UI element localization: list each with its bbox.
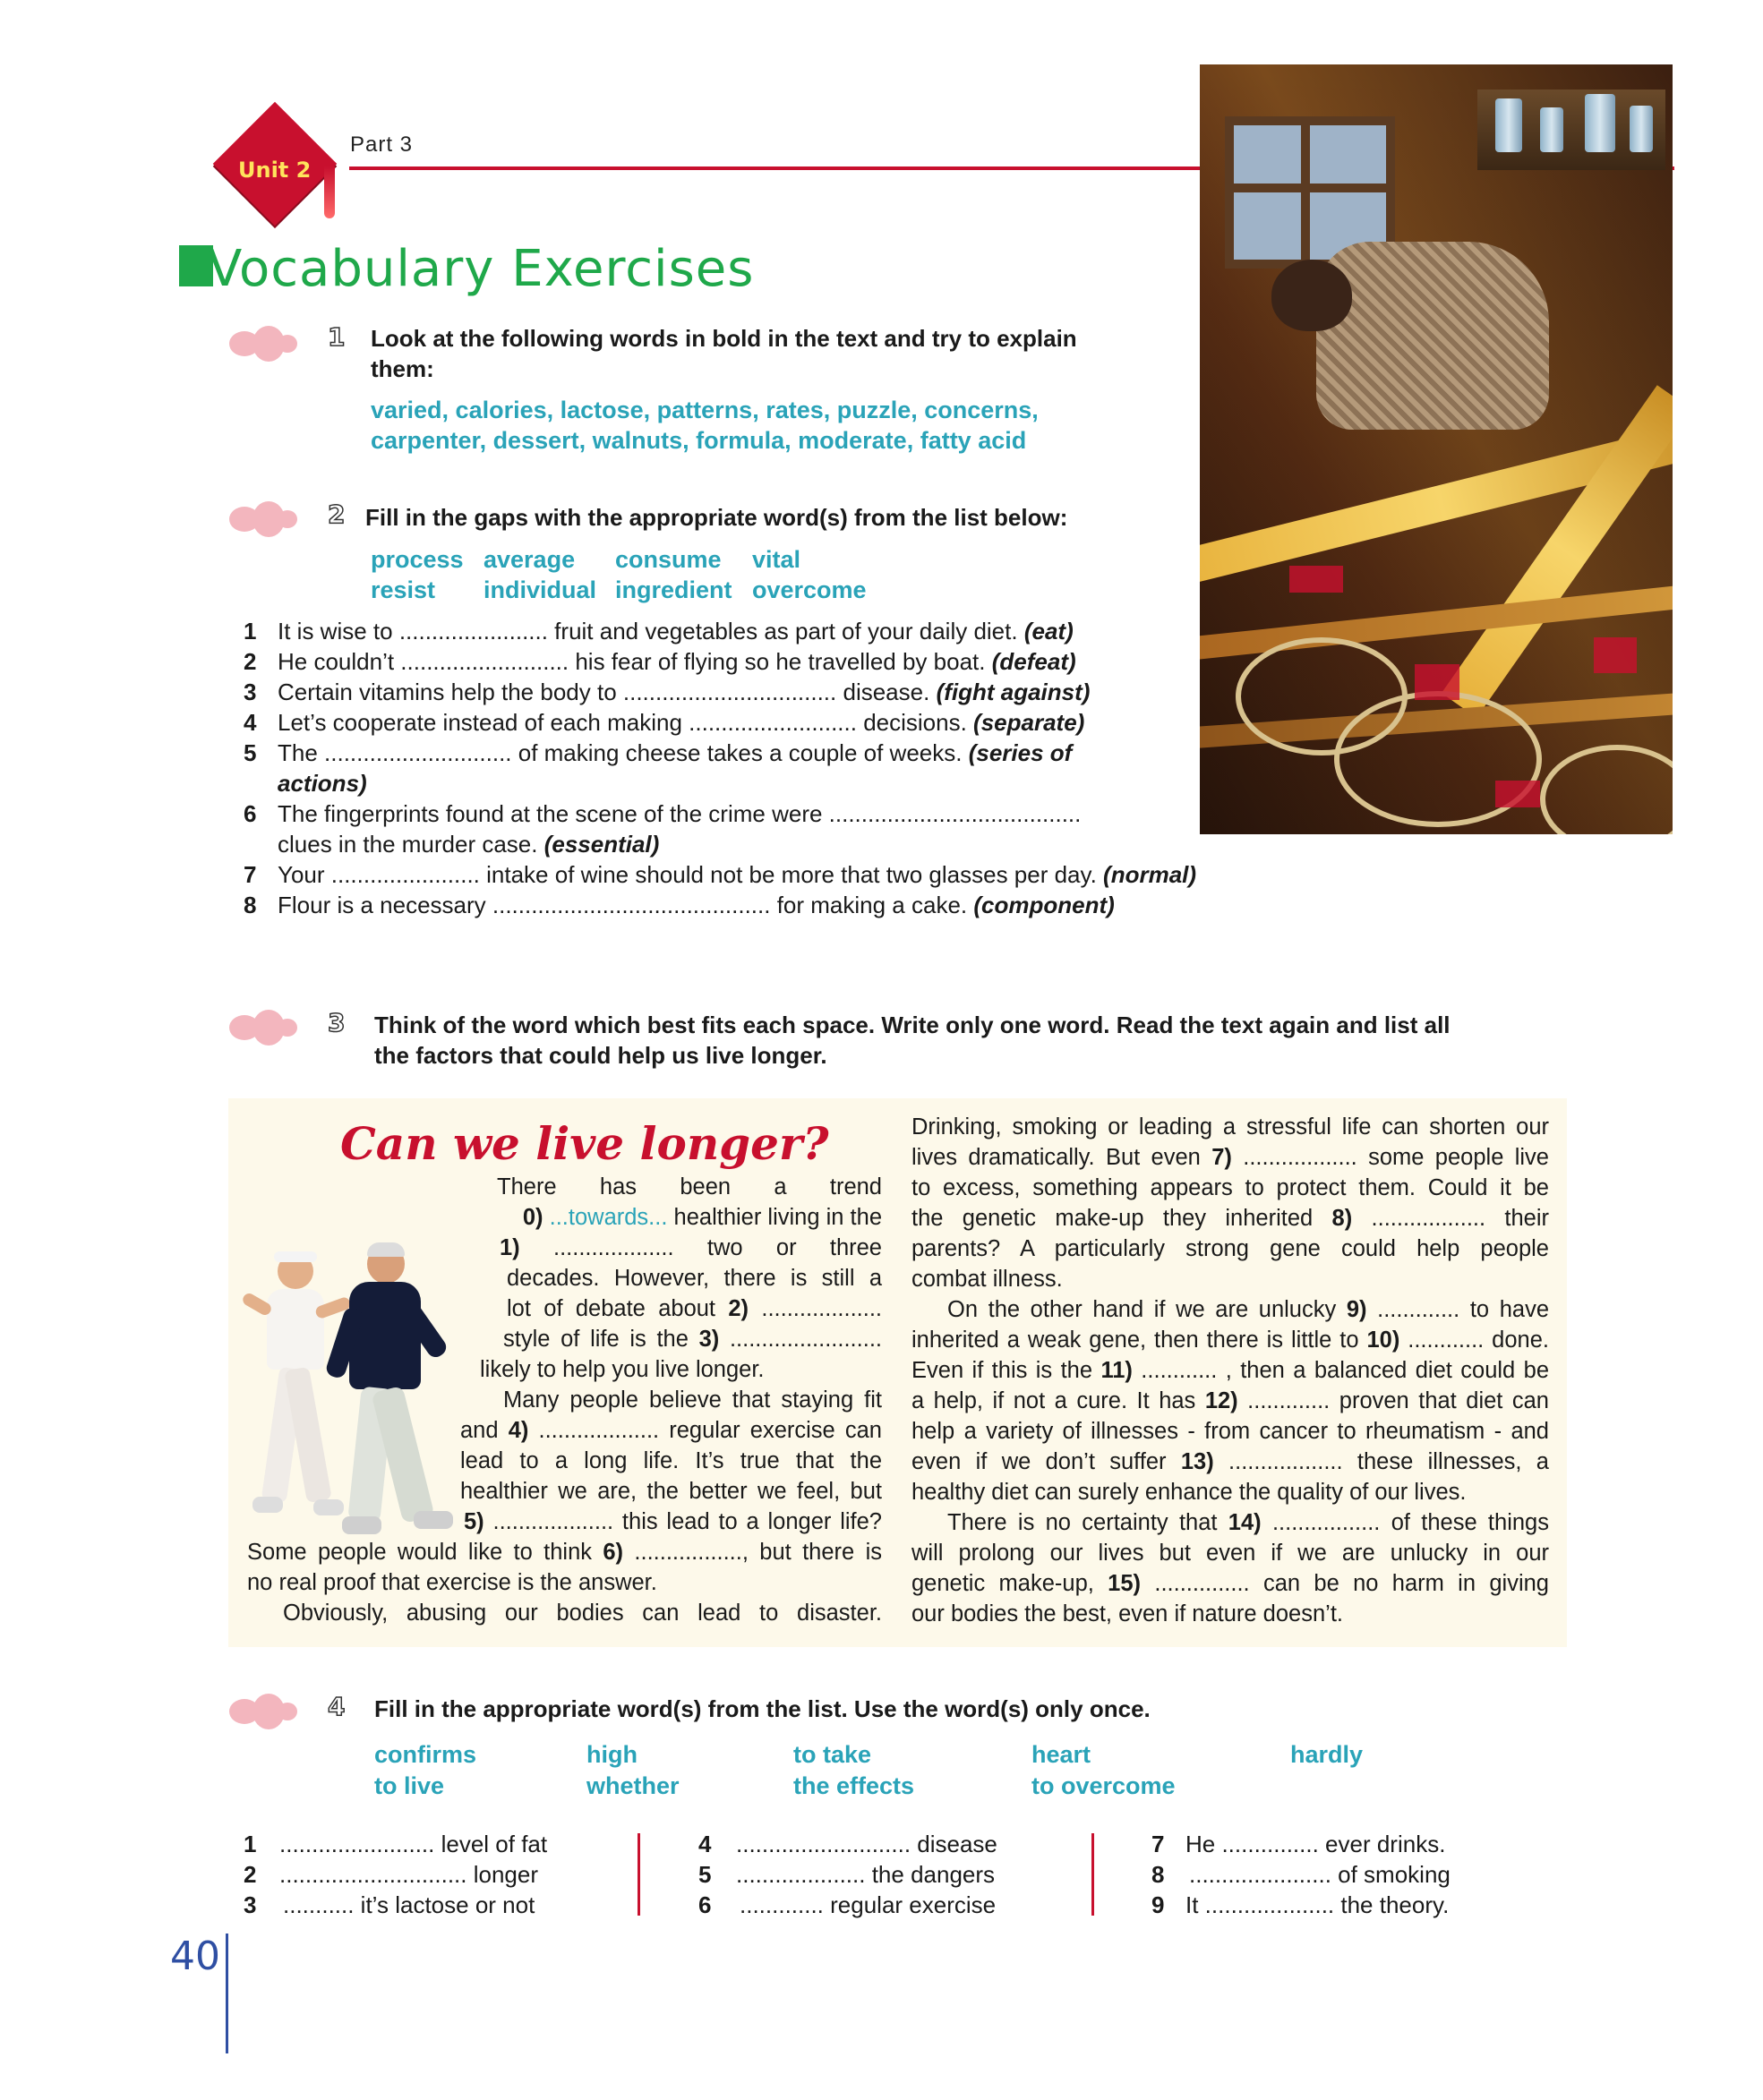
reading-right-line-7: On the other hand if we are unlucky 9) ............. to have	[947, 1297, 1549, 1322]
reading-right-line-5: parents? A particularly strong gene could help people	[911, 1236, 1549, 1261]
exercise-2-item-4: 4 Let’s cooperate instead of each making .......................... decisions. (separate)	[244, 709, 1085, 736]
reading-left-line-13: Some people would like to think 6) ................., but there is	[247, 1540, 882, 1565]
reading-right-line-10: a help, if not a cure. It has 12) ............. proven that diet can	[911, 1388, 1549, 1413]
exercise-4-instruction: Fill in the appropriate word(s) from the list. Use the word(s) only once.	[374, 1695, 1151, 1722]
exercise-4-item-5: 5 .................... the dangers	[698, 1861, 996, 1888]
reading-left-line-10: lead to a long life. It’s true that the	[460, 1448, 882, 1473]
reading-left-line-3: 1) ................... two or three	[500, 1235, 882, 1260]
exercise-2-item-3: 3 Certain vitamins help the body to ................................. disease. (fight against)	[244, 679, 1091, 705]
unit-label: Unit 2	[238, 158, 312, 183]
reading-right-line-9: Even if this is the 11) ............ , then a balanced diet could be	[911, 1358, 1550, 1383]
exercise-2-item-7: 7 Your ....................... intake of wine should not be more that two glasses per day. (normal)	[244, 861, 1197, 888]
exercise-1-word-list: varied, calories, lactose, patterns, rates, puzzle, concerns, carpenter, dessert, walnuts, formula, moderate, fatty acid	[371, 397, 1039, 454]
exercise-2-item-2: 2 He couldn’t .......................... his fear of flying so he travelled by boat. (defeat)	[244, 648, 1076, 675]
exercise-2-item-6-cont: clues in the murder case. (essential)	[278, 831, 660, 858]
runners-image	[235, 1244, 449, 1540]
reading-right-line-3: to excess, something appears to protect them. Could it be	[911, 1175, 1549, 1200]
reading-right-line-12: even if we don’t suffer 13) .................. these illnesses, a	[911, 1449, 1549, 1474]
page-number: 40	[170, 1934, 220, 1979]
exercise-3-number: 3	[328, 1008, 346, 1037]
word-to-overcome: to overcome	[1031, 1772, 1176, 1799]
part-label: Part 3	[350, 132, 414, 157]
exercise-4-number: 4	[328, 1692, 346, 1721]
reading-left-line-11: healthier we are, the better we feel, but	[460, 1479, 882, 1504]
worker-head	[1271, 260, 1352, 331]
exercise-2-instruction: Fill in the gaps with the appropriate word(s) from the list below:	[365, 504, 1068, 531]
word-the-effects: the effects	[793, 1772, 915, 1799]
reading-left-line-9: and 4) ................... regular exercise can	[460, 1418, 882, 1443]
worker	[1316, 242, 1549, 430]
exercise-3-bullet-icon	[229, 1010, 310, 1046]
exercise-2-bullet-icon	[229, 501, 310, 537]
exercise-4-item-6: 6 ............. regular exercise	[698, 1891, 997, 1918]
reading-right-line-15: will prolong our lives but even if we are unlucky in our	[911, 1541, 1549, 1566]
exercise-1-bullet-icon	[229, 326, 310, 362]
exercise-2-item-5-cont: actions)	[278, 770, 367, 797]
word-ingredient: ingredient	[615, 576, 732, 603]
word-overcome: overcome	[752, 576, 867, 603]
exercise-1-number: 1	[328, 322, 346, 352]
reading-right-line-4: the genetic make-up they inherited 8) .................. their	[911, 1206, 1549, 1231]
reading-left-line-4: decades. However, there is still a	[507, 1266, 882, 1291]
word-confirms: confirms	[374, 1741, 477, 1768]
reading-right-line-8: inherited a weak gene, then there is little to 10) ............ done.	[911, 1327, 1549, 1353]
word-high: high	[586, 1741, 638, 1768]
exercise-2-item-6: 6 The fingerprints found at the scene of the crime were .......................................	[244, 800, 1082, 827]
reading-right-line-1: Drinking, smoking or leading a stressful life can shorten our	[911, 1114, 1549, 1140]
word-to-take: to take	[793, 1741, 872, 1768]
word-to-live: to live	[374, 1772, 445, 1799]
word-process: process	[371, 546, 464, 573]
reading-right-line-13: healthy diet can surely enhance the quality of our lives.	[911, 1480, 1467, 1505]
reading-right-line-11: help a variety of illnesses - from cancer to rheumatism - and	[911, 1419, 1549, 1444]
exercise-4-item-3: 3 ........... it’s lactose or not	[244, 1891, 535, 1918]
reading-right-line-2: lives dramatically. But even 7) .................. some people live	[911, 1145, 1549, 1170]
word-whether: whether	[586, 1772, 680, 1799]
reading-left-line-8: Many people believe that staying fit	[503, 1387, 882, 1413]
exercise-4-item-8: 8 ...................... of smoking	[1151, 1861, 1451, 1888]
word-heart: heart	[1031, 1741, 1091, 1768]
reading-left-line-5: lot of debate about 2) ...................	[507, 1296, 882, 1321]
word-vital: vital	[752, 546, 801, 573]
reading-left-line-15: Obviously, abusing our bodies can lead to disaster.	[283, 1601, 882, 1626]
page-rule	[226, 1934, 228, 2053]
reading-left-line-2: 0) ...towards... healthier living in the	[522, 1205, 882, 1230]
reading-left-line-1: There has been a trend	[497, 1174, 882, 1199]
section-title: Vocabulary Exercises	[208, 240, 755, 298]
exercise-2-item-5: 5 The ............................. of making cheese takes a couple of weeks. (series of	[244, 739, 1073, 766]
exercise-1-instruction: Look at the following words in bold in the text and try to explain them:	[371, 325, 1077, 382]
reading-right-line-14: There is no certainty that 14) ................. of these things	[947, 1510, 1549, 1535]
word-average: average	[484, 546, 576, 573]
shelf	[1477, 90, 1665, 170]
exercise-2-item-1: 1 It is wise to ....................... fruit and vegetables as part of your daily diet. (eat)	[244, 618, 1074, 645]
reading-right-line-6: combat illness.	[911, 1267, 1063, 1292]
exercise-4-item-7: 7 He ............... ever drinks.	[1151, 1831, 1446, 1857]
column-divider	[638, 1833, 640, 1916]
word-individual: individual	[484, 576, 597, 603]
exercise-4-item-1: 1 ........................ level of fat	[244, 1831, 548, 1857]
exercise-4-item-9: 9 It .................... the theory.	[1151, 1891, 1450, 1918]
exercise-4-item-2: 2 ............................. longer	[244, 1861, 538, 1888]
reading-left-line-12: 5) ................... this lead to a longer life?	[464, 1509, 882, 1534]
reading-right-line-17: our bodies the best, even if nature doesn’t.	[911, 1601, 1343, 1626]
exercise-3-instruction: Think of the word which best fits each space. Write only one word. Read the text again and list all the factors that could help us live longer.	[374, 1012, 1451, 1069]
reading-left-line-7: likely to help you live longer.	[480, 1357, 765, 1382]
reading-left-line-14: no real proof that exercise is the answer.	[247, 1570, 657, 1595]
exercise-2-item-8: 8 Flour is a necessary ........................................... for making a cake. (component)	[244, 892, 1115, 918]
reading-left-line-6: style of life is the 3) ........................	[503, 1327, 882, 1352]
word-consume: consume	[615, 546, 722, 573]
exercise-4-bullet-icon	[229, 1694, 310, 1729]
exercise-2-number: 2	[328, 499, 346, 529]
exercise-4-item-4: 4 ........................... disease	[698, 1831, 997, 1857]
column-divider	[1091, 1833, 1094, 1916]
word-resist: resist	[371, 576, 436, 603]
reading-right-line-16: genetic make-up, 15) ............... can be no harm in giving	[911, 1571, 1549, 1596]
reading-title: Can we live longer?	[340, 1117, 829, 1170]
word-hardly: hardly	[1290, 1741, 1364, 1768]
carpenter-photo	[1200, 64, 1673, 834]
